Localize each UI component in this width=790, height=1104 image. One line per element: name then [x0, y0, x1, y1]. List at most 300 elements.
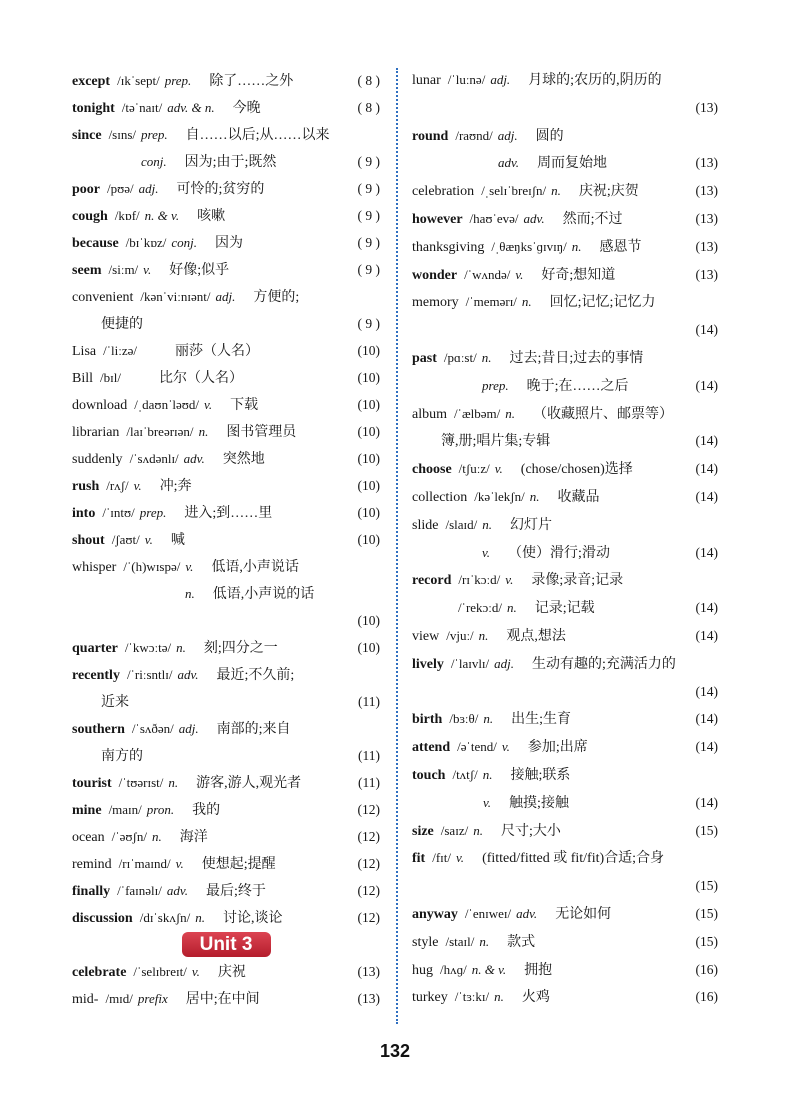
page-ref: (14): [695, 377, 718, 393]
right-vocab-column: [412, 66, 718, 1011]
phonetic: /rʌʃ/: [106, 477, 129, 493]
page-ref: (12): [357, 828, 380, 844]
headword: quarter: [72, 640, 118, 656]
vocab-row: [412, 900, 718, 928]
meaning: 南部的;来自: [216, 721, 291, 737]
page-ref: (14): [695, 322, 718, 338]
vocab-row: [72, 850, 380, 877]
part-of-speech: v.: [143, 261, 152, 277]
meaning: 拥抱: [524, 962, 553, 978]
phonetic: /maɪn/: [108, 801, 142, 817]
headword: librarian: [72, 424, 120, 440]
headword: download: [72, 397, 128, 413]
phonetic: /staɪl/: [445, 933, 475, 949]
part-of-speech: adj.: [178, 720, 199, 736]
headword: whisper: [72, 559, 117, 575]
meaning: 除了……之外: [209, 73, 294, 89]
meaning: 生动有趣的;充满活力的: [532, 656, 676, 672]
part-of-speech: v.: [175, 855, 184, 871]
part-of-speech: v.: [483, 794, 492, 810]
part-of-speech: v.: [501, 739, 510, 755]
part-of-speech: prefix: [137, 990, 168, 1006]
part-of-speech: adj.: [490, 72, 511, 87]
meaning: 庆祝: [217, 964, 246, 980]
page-number: 132: [379, 1041, 411, 1061]
phonetic: /ˈtʊərɪst/: [118, 774, 164, 790]
vocab-sense-row: [412, 594, 718, 622]
vocab-row: [72, 769, 380, 796]
headword: celebrate: [72, 964, 127, 980]
phonetic: /kəˈlekʃn/: [474, 488, 525, 504]
page-ref: (10): [357, 477, 380, 493]
phonetic: /tʌtʃ/: [452, 766, 478, 782]
phonetic: /ˈfaɪnəlɪ/: [117, 882, 162, 898]
part-of-speech: adv. & n.: [167, 99, 215, 115]
headword: view: [412, 628, 440, 644]
left-vocab-column: [72, 67, 380, 1012]
page-ref: ( 9 ): [357, 180, 380, 196]
page-ref: (14): [695, 794, 718, 810]
part-of-speech: n. & v.: [144, 207, 180, 223]
part-of-speech: n.: [494, 989, 504, 1005]
phonetic: /ˈɪntʊ/: [102, 504, 135, 520]
part-of-speech: n.: [482, 766, 493, 782]
part-of-speech: n.: [482, 516, 492, 532]
headword: into: [72, 505, 96, 521]
part-of-speech: n.: [479, 933, 490, 949]
meaning: 居中;在中间: [185, 991, 260, 1007]
headword: since: [72, 127, 102, 143]
phonetic: /ˈmemərɪ/: [465, 294, 517, 310]
part-of-speech: n.: [483, 711, 494, 727]
vocab-row: [72, 418, 380, 445]
meaning: 周而复始地: [537, 156, 608, 172]
meaning: 最后;终于: [205, 883, 266, 899]
page-ref: (14): [695, 627, 718, 643]
meaning: 突然地: [222, 451, 265, 467]
headword: convenient: [72, 289, 134, 305]
vocab-row: [72, 904, 380, 931]
phonetic: /ˈenɪweɪ/: [464, 905, 512, 921]
meaning: 过去;昔日;过去的事情: [509, 350, 644, 366]
headword: suddenly: [72, 451, 123, 467]
vocab-row: [412, 566, 718, 594]
part-of-speech: prep.: [141, 126, 168, 142]
phonetic: /bɜːθ/: [449, 711, 479, 727]
page-ref: (10): [357, 504, 380, 520]
page-ref: (14): [695, 461, 718, 477]
phonetic: /ˈkwɔːtə/: [124, 639, 172, 655]
headword: cough: [72, 208, 108, 224]
headword: poor: [72, 181, 100, 197]
part-of-speech: conj.: [141, 153, 167, 169]
headword: record: [412, 573, 452, 589]
headword: attend: [412, 740, 451, 756]
page-ref: (12): [357, 882, 380, 898]
phonetic: /bɪˈkɒz/: [125, 234, 167, 250]
vocab-page-row: [412, 678, 718, 706]
phonetic: /pʊə/: [107, 180, 134, 196]
part-of-speech: v.: [456, 850, 465, 866]
vocab-row: [412, 761, 718, 789]
page-ref: (13): [695, 266, 718, 282]
headword: turkey: [412, 990, 448, 1006]
phonetic: /ˈəʊʃn/: [111, 828, 147, 844]
meaning: （使）滑行;滑动: [508, 545, 610, 561]
meaning: 低语,小声说的话: [212, 586, 315, 602]
part-of-speech: n.: [521, 294, 532, 310]
part-of-speech: v.: [191, 963, 200, 979]
vocab-row: [412, 261, 718, 289]
phonetic: /bɪl/: [100, 369, 121, 385]
page-ref: (14): [695, 433, 718, 449]
phonetic: /pɑːst/: [443, 349, 477, 365]
phonetic: /ˈriːsntlɪ/: [126, 666, 173, 682]
vocab-row: [412, 622, 718, 650]
part-of-speech: n.: [176, 639, 186, 655]
vocab-row: [412, 650, 718, 678]
headword: wonder: [412, 267, 458, 283]
phonetic: /kənˈviːnɪənt/: [140, 288, 211, 304]
vocab-continuation-row: [72, 310, 380, 337]
headword: fit: [412, 851, 426, 867]
phonetic: /vjuː/: [446, 627, 474, 643]
page-ref: (16): [695, 989, 718, 1005]
part-of-speech: v.: [204, 396, 213, 412]
headword: slide: [412, 517, 439, 533]
meaning: 接触;联系: [510, 767, 571, 783]
meaning: 款式: [507, 934, 536, 950]
phonetic: /ˈliːzə/: [103, 342, 138, 358]
page-ref: (11): [358, 693, 380, 709]
vocab-row: [72, 877, 380, 904]
meaning: 尺寸;大小: [500, 823, 561, 839]
headword: discussion: [72, 910, 133, 926]
page-ref: ( 9 ): [357, 234, 380, 250]
page-ref: (15): [695, 933, 718, 949]
vocab-row: [72, 337, 380, 364]
meaning: 参加;出席: [527, 740, 588, 756]
vocab-row: [412, 233, 718, 261]
headword: remind: [72, 856, 112, 872]
vocab-row: [72, 472, 380, 499]
page-ref: (13): [357, 963, 380, 979]
part-of-speech: prep.: [164, 72, 192, 88]
part-of-speech: n.: [185, 585, 195, 601]
headword: Lisa: [72, 343, 97, 359]
part-of-speech: n.: [571, 238, 582, 254]
vocab-row: [412, 983, 718, 1011]
phonetic: /mɪd/: [105, 990, 133, 1006]
part-of-speech: n. & v.: [471, 961, 507, 977]
vocab-row: [412, 844, 718, 872]
vocab-continuation-row: [72, 742, 380, 769]
phonetic: /haʊˈevə/: [469, 210, 519, 226]
page-ref: (13): [695, 99, 718, 115]
vocab-row: [412, 344, 718, 372]
phonetic: /ˈælbəm/: [454, 405, 501, 421]
meaning: 出生;生育: [511, 712, 572, 728]
meaning: 近来: [101, 694, 129, 710]
part-of-speech: n.: [507, 600, 517, 616]
part-of-speech: n.: [478, 627, 489, 643]
meaning: 下载: [230, 397, 259, 413]
vocab-row: [72, 823, 380, 850]
vocab-row: [412, 483, 718, 511]
page-ref: (14): [695, 739, 718, 755]
phonetic: /ˈsʌdənlɪ/: [129, 450, 179, 466]
phonetic: /ˈsʌðən/: [131, 720, 174, 736]
vocab-row: [412, 400, 718, 428]
part-of-speech: v.: [494, 461, 503, 477]
page-ref: (14): [695, 544, 718, 560]
meaning: 冲;奔: [159, 478, 192, 494]
vocab-row: [72, 229, 380, 256]
meaning: 游客,游人,观光者: [196, 775, 302, 791]
phonetic: /saɪz/: [440, 822, 469, 838]
headword: shout: [72, 532, 105, 548]
headword: style: [412, 934, 439, 950]
meaning: 讨论,谈论: [223, 910, 283, 926]
vocab-sense-row: [412, 372, 718, 400]
vocab-row: [72, 499, 380, 526]
meaning: 庆祝;庆贺: [578, 184, 639, 200]
meaning: 喊: [170, 532, 185, 548]
meaning: 进入;到……里: [184, 505, 273, 521]
vocab-row: [412, 733, 718, 761]
vocab-row: [412, 705, 718, 733]
page-ref: (11): [358, 747, 380, 763]
vocab-continuation-row: [72, 688, 380, 715]
vocab-row: [72, 553, 380, 580]
headword: round: [412, 128, 449, 144]
page-ref: (12): [357, 801, 380, 817]
meaning: 观点,想法: [506, 628, 566, 644]
phonetic: /tʃuːz/: [458, 461, 490, 477]
page-ref: (13): [695, 183, 718, 199]
page-ref: (14): [695, 711, 718, 727]
page-ref: ( 9 ): [357, 261, 380, 277]
vocab-row: [72, 796, 380, 823]
meaning: 可怜的;贫穷的: [176, 181, 265, 197]
part-of-speech: v.: [505, 572, 514, 588]
part-of-speech: adv.: [498, 155, 520, 171]
headword: because: [72, 235, 119, 251]
part-of-speech: adj.: [494, 655, 515, 671]
part-of-speech: adj.: [497, 127, 518, 143]
page-ref: (14): [695, 488, 718, 504]
vocab-page-row: [72, 607, 380, 634]
page-ref: (15): [695, 878, 718, 894]
phonetic: /ˈrekɔːd/: [458, 600, 503, 616]
meaning: 圆的: [535, 128, 564, 144]
meaning: 簿,册;唱片集;专辑: [441, 434, 551, 450]
vocab-row: [72, 445, 380, 472]
phonetic: /dɪˈskʌʃn/: [139, 909, 191, 925]
meaning: 录像;录音;记录: [531, 573, 624, 589]
meaning: 收藏品: [557, 489, 600, 505]
headword: hug: [412, 962, 433, 978]
headword: lunar: [412, 73, 441, 88]
part-of-speech: prep.: [482, 377, 509, 393]
headword: touch: [412, 767, 446, 783]
meaning: 今晚: [232, 100, 261, 116]
phonetic: /kɒf/: [114, 207, 140, 223]
vocab-sense-row: [412, 789, 718, 817]
vocab-page-row: [412, 316, 718, 344]
part-of-speech: pron.: [146, 801, 175, 817]
page-ref: (16): [695, 961, 718, 977]
meaning: 最近;不久前;: [216, 667, 295, 683]
headword: collection: [412, 489, 468, 505]
vocab-row: [72, 202, 380, 229]
page-ref: ( 9 ): [357, 207, 380, 223]
page-ref: (10): [357, 531, 380, 547]
phonetic: /rɪˈkɔːd/: [458, 572, 501, 588]
page-ref: (10): [357, 639, 380, 655]
vocab-page-row: [412, 94, 718, 122]
vocab-row: [72, 94, 380, 121]
part-of-speech: prep.: [139, 504, 167, 520]
page-ref: (11): [358, 774, 380, 790]
part-of-speech: n.: [551, 183, 561, 199]
unit-heading-row: [72, 931, 380, 958]
vocab-row: [412, 817, 718, 845]
vocab-row: [412, 122, 718, 150]
headword: finally: [72, 883, 111, 899]
vocab-row: [72, 256, 380, 283]
headword: except: [72, 73, 111, 89]
page-ref: ( 8 ): [357, 72, 380, 88]
meaning: 然而;不过: [562, 211, 623, 227]
part-of-speech: conj.: [171, 234, 198, 250]
headword: ocean: [72, 829, 105, 845]
vocab-row: [412, 928, 718, 956]
vocab-continuation-row: [412, 427, 718, 455]
meaning: （收藏照片、邮票等）: [532, 406, 673, 422]
meaning: 丽莎（人名）: [175, 343, 260, 359]
phonetic: /laɪˈbreərɪən/: [126, 423, 194, 439]
page-ref: (13): [695, 210, 718, 226]
headword: celebration: [412, 184, 475, 200]
part-of-speech: v.: [185, 558, 194, 574]
meaning: 触摸;接触: [509, 795, 569, 811]
page-ref: (15): [695, 905, 718, 921]
phonetic: /ˈwʌndə/: [464, 266, 511, 282]
phonetic: /ˈ(h)wɪspə/: [123, 558, 181, 574]
vocab-row: [412, 288, 718, 316]
phonetic: /sɪns/: [108, 126, 137, 142]
phonetic: /ˈlaɪvlɪ/: [450, 655, 490, 671]
part-of-speech: n.: [195, 909, 206, 925]
page-ref: ( 9 ): [357, 315, 380, 331]
vocab-row: [72, 391, 380, 418]
headword: birth: [412, 712, 443, 728]
phonetic: /əˈtend/: [457, 739, 497, 755]
headword: Bill: [72, 370, 94, 386]
meaning: 海洋: [179, 829, 208, 845]
unit-badge: Unit 3: [182, 932, 271, 957]
meaning: 便捷的: [101, 316, 143, 332]
headword: album: [412, 406, 447, 422]
part-of-speech: v.: [515, 266, 524, 282]
page-ref: (13): [695, 155, 718, 171]
vocab-row: [72, 634, 380, 661]
phonetic: /slaɪd/: [445, 516, 478, 532]
meaning: 使想起;提醒: [201, 856, 276, 872]
page-ref: (10): [357, 396, 380, 412]
phonetic: /rɪˈmaɪnd/: [118, 855, 171, 871]
phonetic: /ɪkˈsept/: [117, 72, 160, 88]
page-ref: (13): [695, 238, 718, 254]
page-ref: (10): [357, 423, 380, 439]
vocab-row: [412, 956, 718, 984]
part-of-speech: v.: [133, 477, 142, 493]
vocab-row: [72, 985, 380, 1012]
page-ref: ( 8 ): [357, 99, 380, 115]
headword: seem: [72, 262, 102, 278]
meaning: 南方的: [101, 748, 143, 764]
vocab-page-row: [412, 872, 718, 900]
phonetic: /ˈselɪbreɪt/: [133, 963, 187, 979]
vocab-row: [412, 205, 718, 233]
part-of-speech: adv.: [523, 210, 545, 226]
part-of-speech: n.: [198, 423, 209, 439]
page-ref: (10): [357, 342, 380, 358]
part-of-speech: v.: [482, 544, 491, 560]
phonetic: /hʌɡ/: [440, 961, 467, 977]
part-of-speech: n.: [168, 774, 179, 790]
part-of-speech: v.: [144, 531, 153, 547]
headword: anyway: [412, 906, 458, 922]
meaning: 月球的;农历的,阴历的: [528, 73, 662, 88]
meaning: 回忆;记忆;记忆力: [549, 295, 656, 311]
meaning: 自……以后;从……以来: [185, 127, 330, 143]
meaning: (fitted/fitted 或 fit/fit)合适;合身: [482, 851, 665, 867]
page-ref: (15): [695, 822, 718, 838]
meaning: 咳嗽: [197, 208, 226, 224]
headword: mid-: [72, 991, 99, 1007]
headword: however: [412, 211, 463, 227]
part-of-speech: n.: [473, 822, 483, 838]
meaning: 我的: [192, 802, 221, 818]
phonetic: /ˌθæŋksˈɡɪvɪŋ/: [491, 238, 567, 254]
headword: recently: [72, 667, 120, 683]
page-ref: (12): [357, 909, 380, 925]
meaning: (chose/chosen)选择: [520, 462, 633, 478]
vocab-row: [412, 66, 718, 94]
vocab-row: [412, 177, 718, 205]
part-of-speech: adj.: [138, 180, 159, 196]
phonetic: /təˈnaɪt/: [121, 99, 163, 115]
headword: past: [412, 350, 437, 366]
headword: choose: [412, 462, 452, 478]
headword: southern: [72, 721, 125, 737]
part-of-speech: n.: [529, 488, 540, 504]
meaning: 低语,小声说话: [211, 559, 299, 575]
vocab-row: [412, 455, 718, 483]
phonetic: /raʊnd/: [455, 127, 493, 143]
page-ref: (10): [357, 450, 380, 466]
vocab-row: [412, 511, 718, 539]
vocab-row: [72, 715, 380, 742]
part-of-speech: n.: [151, 828, 162, 844]
part-of-speech: adv.: [166, 882, 188, 898]
vocab-row: [72, 283, 380, 310]
meaning: 刻;四分之一: [203, 640, 278, 656]
headword: lively: [412, 656, 444, 672]
meaning: 因为: [215, 235, 244, 251]
